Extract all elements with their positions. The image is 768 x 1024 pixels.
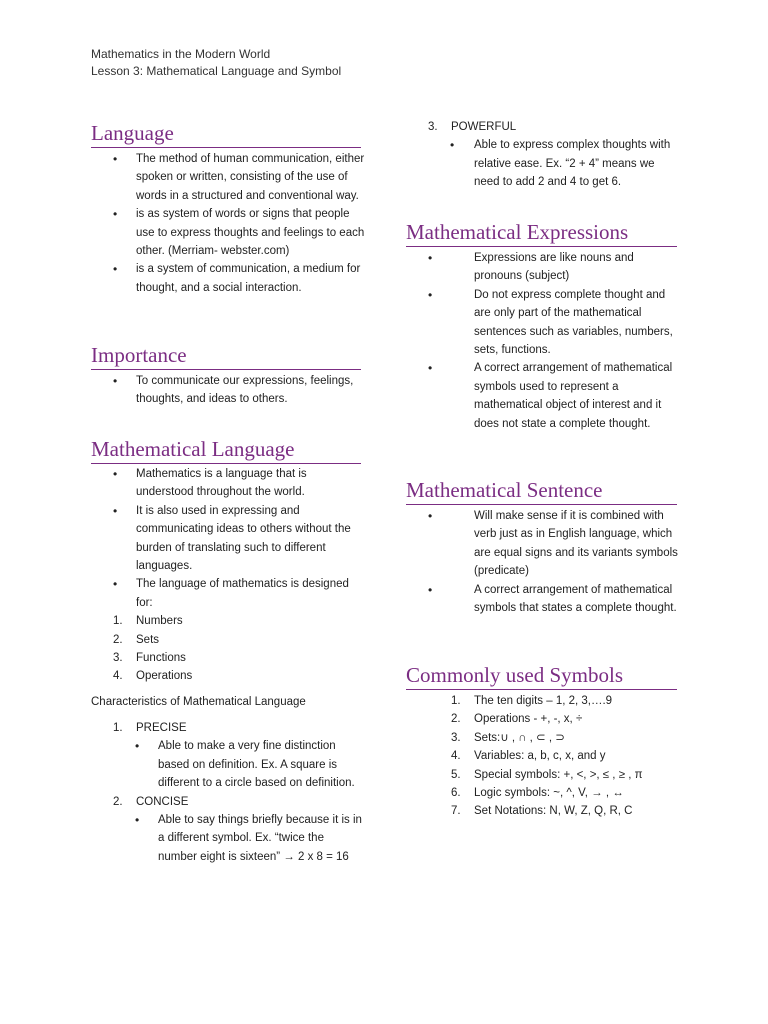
list-item: • A correct arrangement of mathematical symbols that states a complete thought. bbox=[406, 581, 682, 618]
list-item: 1. Numbers bbox=[113, 615, 183, 628]
list-item: • Do not express complete thought and are only part of the mathematical sentences such as variables, numbers, sets, functions. bbox=[406, 286, 682, 360]
list-item: 1. The ten digits – 1, 2, 3,….9 bbox=[451, 695, 613, 707]
list-item: • is as system of words or signs that people use to express thoughts and feelings to each other. (Merriam- webster.com) bbox=[91, 205, 366, 260]
list-item: • A correct arrangement of mathematical symbols used to represent a mathematical object of interest and it does not state a complete thought. bbox=[406, 359, 682, 433]
sentence-bullets bbox=[406, 507, 682, 617]
characteristics-title: Characteristics of Mathematical Language bbox=[91, 696, 306, 708]
list-item: • Will make sense if it is combined with verb just as in English language, which are equal signs and its variants symbols (predicate) bbox=[406, 507, 682, 581]
list-item: 7. Set Notations: N, W, Z, Q, R, C bbox=[451, 805, 633, 818]
list-item: • is a system of communication, a medium for thought, and a social interaction. bbox=[91, 260, 366, 297]
importance-bullets bbox=[91, 372, 366, 409]
list-item: • Able to make a very fine distinction based on definition. Ex. A square is different to a circle based on definition. bbox=[91, 737, 366, 792]
powerful-block bbox=[406, 118, 681, 192]
list-item: • Able to say things briefly because it is in a different symbol. Ex. “twice the number eight is sixteen” → 2 x 8 = 16 bbox=[91, 811, 366, 866]
list-item: • To communicate our expressions, feelings, thoughts, and ideas to others. bbox=[91, 372, 366, 409]
expressions-bullets bbox=[406, 249, 682, 433]
heading-mathematical-sentence: Mathematical Sentence bbox=[406, 477, 677, 505]
list-item: 4. Operations bbox=[113, 670, 193, 683]
list-item: 1. PRECISE bbox=[113, 722, 187, 734]
list-item: 2. Operations - +, -, x, ÷ bbox=[451, 713, 583, 726]
list-item: • Expressions are like nouns and pronouns (subject) bbox=[406, 249, 682, 286]
math-language-bullets bbox=[91, 465, 366, 686]
heading-importance: Importance bbox=[91, 342, 361, 370]
list-item: 2. CONCISE bbox=[113, 795, 189, 808]
list-item: • The language of mathematics is designed for: bbox=[91, 575, 366, 612]
list-item: • Able to express complex thoughts with relative ease. Ex. “2 + 4” means we need to add 2 and 4 to get 6. bbox=[406, 136, 681, 191]
list-item: 3. Sets:∪ , ∩ , ⊂ , ⊃ bbox=[451, 731, 565, 744]
symbols-list bbox=[406, 692, 682, 821]
course-title: Mathematics in the Modern World bbox=[91, 47, 271, 61]
list-item: • The method of human communication, either spoken or written, consisting of the use of words in a structured and conventional way. bbox=[91, 150, 366, 205]
list-item: 5. Special symbols: +, <, >, ≤ , ≥ , π bbox=[451, 768, 643, 781]
heading-mathematical-language: Mathematical Language bbox=[91, 436, 361, 464]
list-item: • It is also used in expressing and communicating ideas to others without the burden of translating such to different languages. bbox=[91, 502, 366, 576]
list-item: 3. POWERFUL bbox=[428, 121, 517, 133]
list-item: 3. Functions bbox=[113, 652, 186, 665]
list-item: 4. Variables: a, b, c, x, and y bbox=[451, 750, 606, 763]
heading-mathematical-expressions: Mathematical Expressions bbox=[406, 219, 677, 247]
lesson-title: Lesson 3: Mathematical Language and Symbol bbox=[91, 64, 342, 78]
list-item: 2. Sets bbox=[113, 633, 160, 646]
language-bullets bbox=[91, 150, 366, 297]
characteristics-list bbox=[91, 719, 366, 866]
list-item: 6. Logic symbols: ~, ^, V, → , ↔ bbox=[451, 787, 624, 800]
document-header bbox=[91, 46, 341, 80]
list-item: • Mathematics is a language that is understood throughout the world. bbox=[91, 465, 366, 502]
heading-language: Language bbox=[91, 120, 361, 148]
heading-commonly-used-symbols: Commonly used Symbols bbox=[406, 662, 677, 690]
